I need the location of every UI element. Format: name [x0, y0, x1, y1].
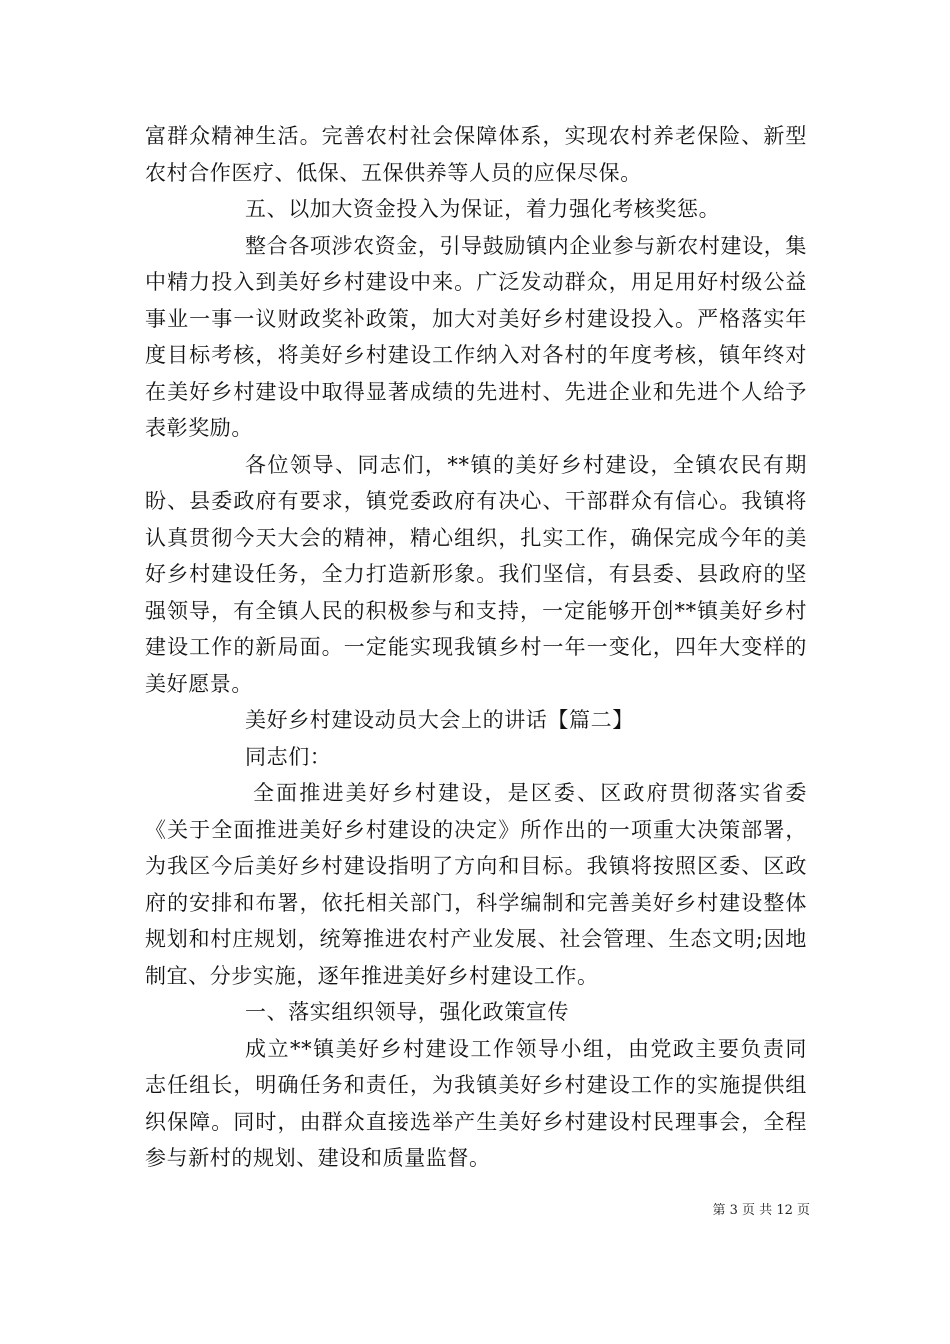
paragraph-continuation: 富群众精神生活。完善农村社会保障体系，实现农村养老保险、新型农村合作医疗、低保、五保供养等人员的应保尽保。 [145, 124, 807, 185]
section-heading-one: 一、落实组织领导，强化政策宣传 [245, 1000, 569, 1024]
paragraph-leadership-group: 成立**镇美好乡村建设工作领导小组，由党政主要负责同志任组长，明确任务和责任，为我镇美好乡村建设工作的实施提供组织保障。同时，由群众直接选举产生美好乡村建设村民理事会，全程参与新村的规划、建设和质量监督。 [145, 1036, 807, 1170]
section-heading-five: 五、以加大资金投入为保证，着力强化考核奖惩。 [245, 197, 721, 221]
salutation: 同志们： [245, 744, 332, 769]
paragraph-funding: 整合各项涉农资金，引导鼓励镇内企业参与新农村建设，集中精力投入到美好乡村建设中来。广泛发动群众，用足用好村级公益事业一事一议财政奖补政策，加大对美好乡村建设投入。严格落实年度目标考核，将美好乡村建设工作纳入对各村的年度考核，镇年终对在美好乡村建设中取得显著成绩的先进村、先进企业和先进个人给予表彰奖励。 [145, 233, 807, 440]
page-number-footer: 第 3 页 共 12 页 [712, 1203, 810, 1218]
paragraph-closing: 各位领导、同志们，**镇的美好乡村建设，全镇农民有期盼、县委政府有要求，镇党委政府有决心、干部群众有信心。我镇将认真贯彻今天大会的精神，精心组织，扎实工作，确保完成今年的美好乡村建设任务，全力打造新形象。我们坚信，有县委、县政府的坚强领导，有全镇人民的积极参与和支持，一定能够开创**镇美好乡村建设工作的新局面。一定能实现我镇乡村一年一变化，四年大变样的美好愿景。 [145, 452, 807, 696]
document-body [145, 118, 807, 1177]
paragraph-intro: 全面推进美好乡村建设，是区委、区政府贯彻落实省委《关于全面推进美好乡村建设的决定》所作出的一项重大决策部署，为我区今后美好乡村建设指明了方向和目标。我镇将按照区委、区政府的安排和布署，依托相关部门，科学编制和完善美好乡村建设整体规划和村庄规划，统筹推进农村产业发展、社会管理、生态文明;因地制宜、分步实施，逐年推进美好乡村建设工作。 [145, 781, 807, 988]
article-title-part-two: 美好乡村建设动员大会上的讲话【篇二】 [245, 708, 634, 732]
